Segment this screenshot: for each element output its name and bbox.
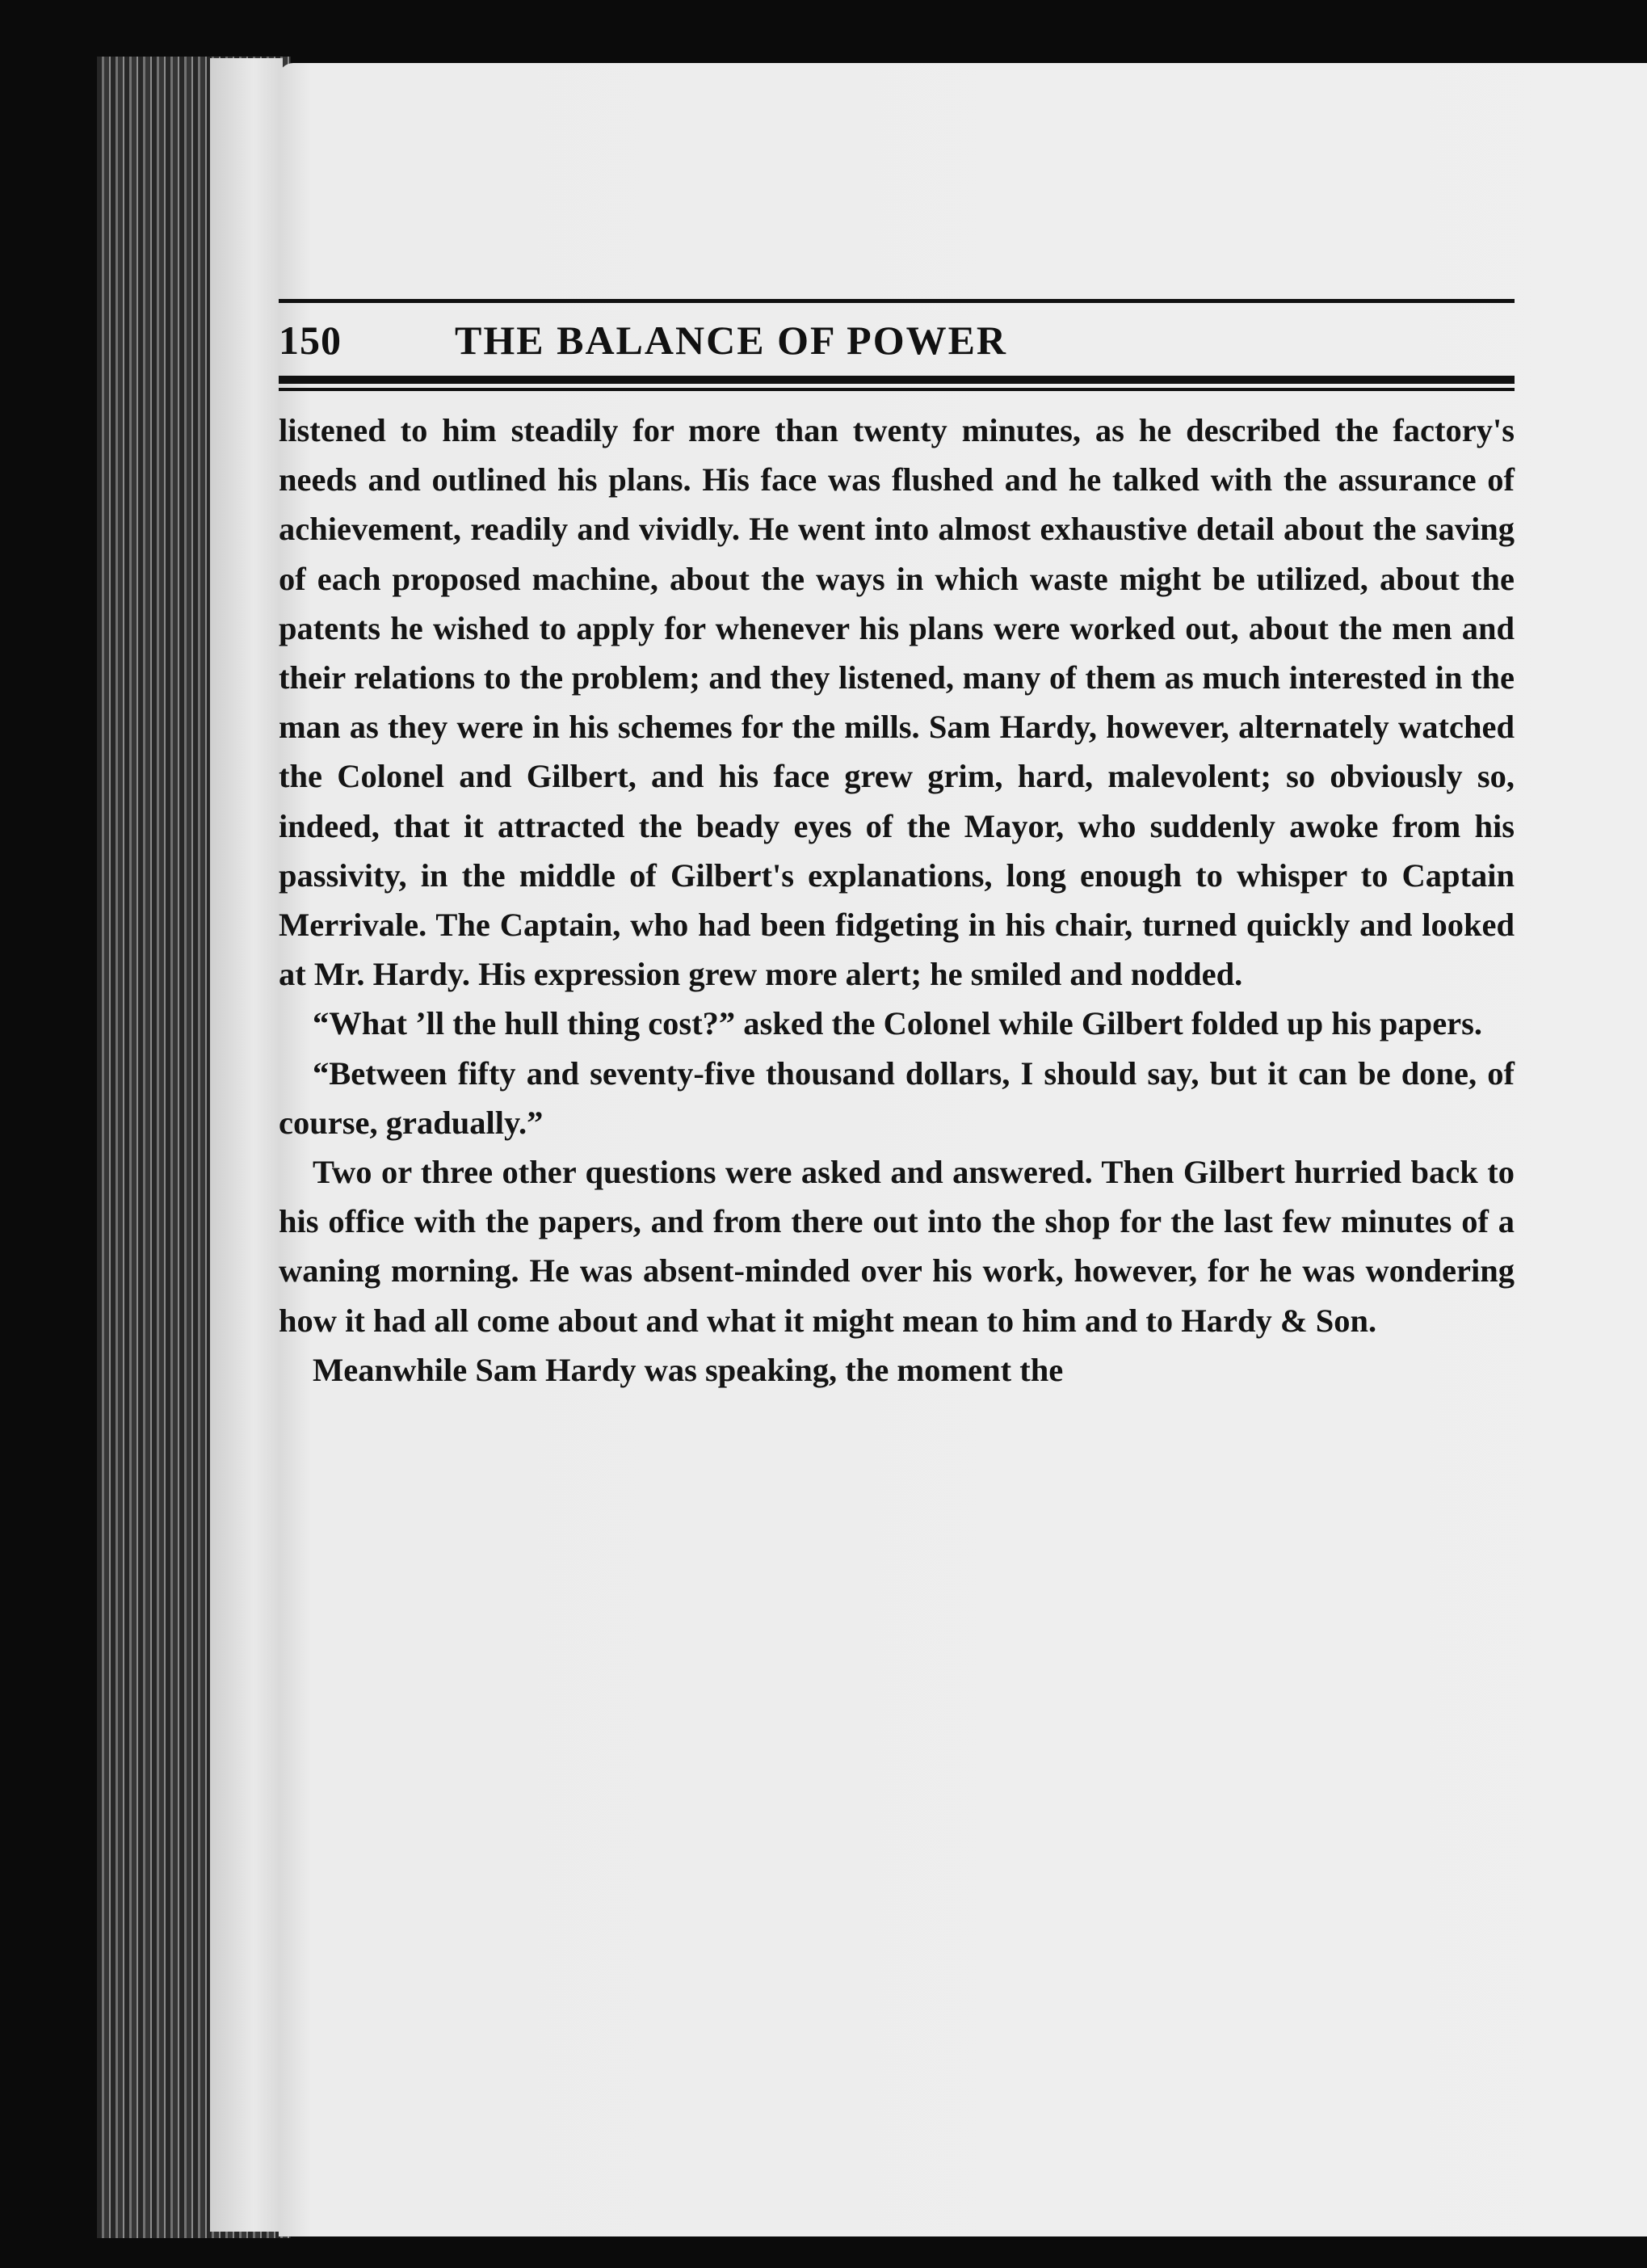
- page-number: 150: [279, 318, 342, 363]
- running-title: THE BALANCE OF POWER: [455, 318, 1008, 363]
- header-rule-top: [279, 299, 1515, 303]
- body-text: [279, 406, 1515, 1395]
- header-rule-thick: [279, 376, 1515, 384]
- paragraph: Meanwhile Sam Hardy was speaking, the moment the: [313, 1351, 1064, 1388]
- paragraph: listened to him steadily for more than twenty minutes, as he described the factory's needs and outlined his plans. His face was flushed and he talked with the assurance of achievement, readily and vividly. He went into almost exhaustive detail about the saving of each proposed machine, about the ways in which waste might be utilized, about the patents he wished to apply for whenever his plans were worked out, about the men and their relations to the problem; and they listened, many of them as much interested in the man as they were in his schemes for the mills. Sam Hardy, however, alternately watched the Colonel and Gilbert, and his face grew grim, hard, malevolent; so obviously so, indeed, that it attracted the beady eyes of the Mayor, who suddenly awoke from his passivity, in the middle of Gilbert's explanations, long enough to whisper to Captain Merrivale. The Captain, who had been fidgeting in his chair, turned quickly and looked at Mr. Hardy. His expression grew more alert; he smiled and nodded.: [279, 412, 1515, 993]
- paragraph: Two or three other questions were asked and answered. Then Gilbert hurried back to his office with the papers, and from there out into the shop for the last few minutes of a waning morning. He was absent-minded over his work, however, for he was wondering how it had all come about and what it might mean to him and to Hardy & Son.: [279, 1154, 1515, 1339]
- header-rule-thin: [279, 388, 1515, 391]
- paragraph: “What ’ll the hull thing cost?” asked the Colonel while Gilbert folded up his papers.: [313, 1005, 1483, 1042]
- page-edges-inner: [210, 58, 283, 2232]
- paragraph: “Between fifty and seventy-five thousand dollars, I should say, but it can be done, of course, gradually.”: [279, 1054, 1515, 1141]
- page-header: [279, 299, 1515, 396]
